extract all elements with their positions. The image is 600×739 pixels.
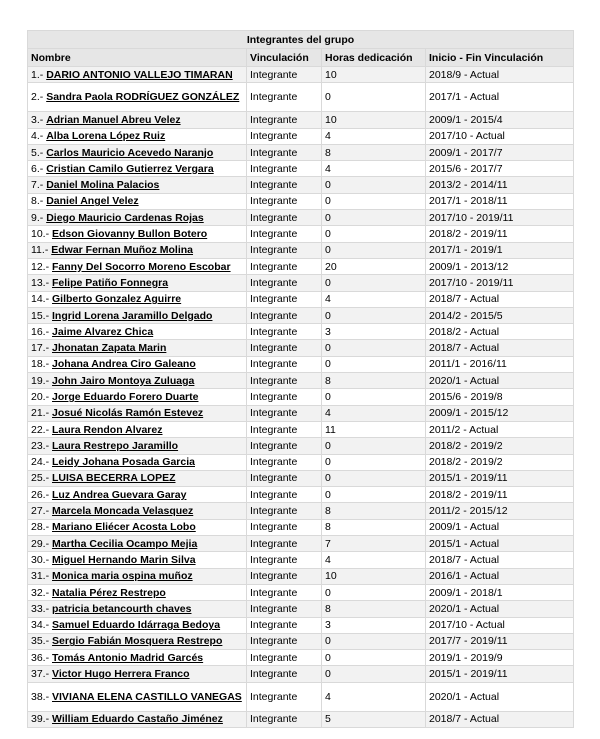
member-cell (28, 552, 247, 568)
member-cell (28, 210, 247, 226)
table-row (28, 210, 574, 226)
member-cell (28, 356, 247, 372)
row-number: 15.- (31, 309, 50, 322)
periodo-cell: 2009/1 - 2015/4 (426, 112, 574, 128)
vinculacion-cell: Integrante (247, 568, 322, 584)
vinculacion-cell: Integrante (247, 275, 322, 291)
row-number: 4.- (31, 130, 44, 143)
periodo-cell: 2017/10 - Actual (426, 128, 574, 144)
horas-cell: 8 (322, 519, 426, 535)
periodo-cell: 2018/2 - 2019/2 (426, 454, 574, 470)
member-cell (28, 617, 247, 633)
periodo-cell: 2018/7 - Actual (426, 291, 574, 307)
member-name-link[interactable]: LUISA BECERRA LOPEZ (52, 472, 176, 485)
horas-cell: 0 (322, 242, 426, 258)
member-cell (28, 454, 247, 470)
row-number: 38.- (31, 690, 50, 703)
row-number: 19.- (31, 374, 50, 387)
member-cell (28, 242, 247, 258)
horas-cell: 0 (322, 650, 426, 666)
table-row (28, 112, 574, 128)
table-row (28, 454, 574, 470)
row-number: 39.- (31, 713, 50, 726)
row-number: 20.- (31, 390, 50, 403)
table-row (28, 617, 574, 633)
row-number: 28.- (31, 521, 50, 534)
row-number: 17.- (31, 342, 50, 355)
horas-cell: 4 (322, 161, 426, 177)
member-name-link[interactable]: Leidy Johana Posada Garcia (52, 456, 195, 469)
vinculacion-cell: Integrante (247, 193, 322, 209)
member-cell (28, 177, 247, 193)
row-number: 10.- (31, 228, 50, 241)
table-row (28, 711, 574, 727)
member-cell (28, 633, 247, 649)
vinculacion-cell: Integrante (247, 650, 322, 666)
member-name-link[interactable]: Laura Rendon Alvarez (52, 423, 163, 436)
horas-cell: 0 (322, 193, 426, 209)
table-row (28, 307, 574, 323)
member-name-link[interactable]: Daniel Angel Velez (46, 195, 139, 208)
row-number: 7.- (31, 179, 44, 192)
periodo-cell: 2009/1 - 2015/12 (426, 405, 574, 421)
horas-cell: 11 (322, 421, 426, 437)
column-header-name: Nombre (28, 49, 247, 67)
vinculacion-cell: Integrante (247, 210, 322, 226)
row-number: 6.- (31, 162, 44, 175)
horas-cell: 8 (322, 503, 426, 519)
member-name-link[interactable]: Samuel Eduardo Idárraga Bedoya (52, 619, 221, 632)
member-cell (28, 340, 247, 356)
members-table-container (27, 30, 574, 728)
horas-cell: 0 (322, 633, 426, 649)
horas-cell: 0 (322, 454, 426, 470)
member-cell (28, 291, 247, 307)
periodo-cell: 2009/1 - 2018/1 (426, 584, 574, 600)
vinculacion-cell: Integrante (247, 389, 322, 405)
table-row (28, 536, 574, 552)
periodo-cell: 2018/7 - Actual (426, 552, 574, 568)
table-row (28, 83, 574, 112)
row-number: 25.- (31, 472, 50, 485)
table-row (28, 470, 574, 486)
member-cell (28, 601, 247, 617)
vinculacion-cell: Integrante (247, 536, 322, 552)
table-row (28, 650, 574, 666)
member-name-link[interactable]: Mariano Eliécer Acosta Lobo (52, 521, 196, 534)
row-number: 21.- (31, 407, 50, 420)
member-cell (28, 503, 247, 519)
horas-cell: 5 (322, 711, 426, 727)
table-row (28, 438, 574, 454)
horas-cell: 0 (322, 666, 426, 682)
row-number: 37.- (31, 668, 50, 681)
table-row (28, 682, 574, 711)
column-header-horas: Horas dedicación (322, 49, 426, 67)
table-row (28, 356, 574, 372)
vinculacion-cell: Integrante (247, 144, 322, 160)
table-row (28, 258, 574, 274)
table-row (28, 503, 574, 519)
row-number: 3.- (31, 113, 44, 126)
periodo-cell: 2009/1 - 2017/7 (426, 144, 574, 160)
horas-cell: 4 (322, 552, 426, 568)
horas-cell: 0 (322, 177, 426, 193)
row-number: 5.- (31, 146, 44, 159)
member-name-link[interactable]: Felipe Patiño Fonnegra (52, 276, 169, 289)
horas-cell: 3 (322, 617, 426, 633)
periodo-cell: 2017/1 - 2018/11 (426, 193, 574, 209)
member-name-link[interactable]: Josué Nicolás Ramón Estevez (52, 407, 204, 420)
periodo-cell: 2018/2 - 2019/11 (426, 487, 574, 503)
horas-cell: 0 (322, 340, 426, 356)
row-number: 12.- (31, 260, 50, 273)
member-cell (28, 389, 247, 405)
row-number: 29.- (31, 537, 50, 550)
vinculacion-cell: Integrante (247, 340, 322, 356)
vinculacion-cell: Integrante (247, 242, 322, 258)
horas-cell: 10 (322, 568, 426, 584)
row-number: 9.- (31, 211, 44, 224)
row-number: 13.- (31, 276, 50, 289)
horas-cell: 8 (322, 373, 426, 389)
periodo-cell: 2009/1 - 2013/12 (426, 258, 574, 274)
periodo-cell: 2017/10 - 2019/11 (426, 210, 574, 226)
periodo-cell: 2018/2 - 2019/11 (426, 226, 574, 242)
member-cell (28, 67, 247, 83)
row-number: 33.- (31, 602, 50, 615)
member-cell (28, 112, 247, 128)
member-name-link[interactable]: Daniel Molina Palacios (46, 179, 160, 192)
table-row (28, 584, 574, 600)
member-name-link[interactable]: VIVIANA ELENA CASTILLO VANEGAS (52, 690, 242, 703)
horas-cell: 10 (322, 67, 426, 83)
horas-cell: 4 (322, 128, 426, 144)
vinculacion-cell: Integrante (247, 67, 322, 83)
periodo-cell: 2011/1 - 2016/11 (426, 356, 574, 372)
vinculacion-cell: Integrante (247, 519, 322, 535)
horas-cell: 0 (322, 307, 426, 323)
row-number: 36.- (31, 651, 50, 664)
vinculacion-cell: Integrante (247, 633, 322, 649)
periodo-cell: 2017/1 - 2019/1 (426, 242, 574, 258)
periodo-cell: 2017/10 - Actual (426, 617, 574, 633)
vinculacion-cell: Integrante (247, 373, 322, 389)
periodo-cell: 2013/2 - 2014/11 (426, 177, 574, 193)
vinculacion-cell: Integrante (247, 161, 322, 177)
table-row (28, 226, 574, 242)
table-title-row (28, 31, 574, 49)
periodo-cell: 2020/1 - Actual (426, 682, 574, 711)
member-cell (28, 405, 247, 421)
periodo-cell: 2019/1 - 2019/9 (426, 650, 574, 666)
vinculacion-cell: Integrante (247, 601, 322, 617)
member-name-link[interactable]: Laura Restrepo Jaramillo (52, 439, 179, 452)
member-cell (28, 519, 247, 535)
member-cell (28, 666, 247, 682)
table-row (28, 405, 574, 421)
member-name-link[interactable]: Jhonatan Zapata Marin (52, 342, 167, 355)
periodo-cell: 2015/6 - 2017/7 (426, 161, 574, 177)
vinculacion-cell: Integrante (247, 307, 322, 323)
member-name-link[interactable]: John Jairo Montoya Zuluaga (52, 374, 195, 387)
vinculacion-cell: Integrante (247, 584, 322, 600)
table-row (28, 552, 574, 568)
table-row (28, 340, 574, 356)
vinculacion-cell: Integrante (247, 711, 322, 727)
member-cell (28, 258, 247, 274)
member-cell (28, 275, 247, 291)
member-name-link[interactable]: Monica maria ospina muñoz (52, 570, 193, 583)
member-cell (28, 438, 247, 454)
table-row (28, 633, 574, 649)
horas-cell: 3 (322, 324, 426, 340)
member-cell (28, 307, 247, 323)
member-name-link[interactable]: Alba Lorena López Ruiz (46, 130, 166, 143)
periodo-cell: 2011/2 - Actual (426, 421, 574, 437)
periodo-cell: 2018/7 - Actual (426, 711, 574, 727)
vinculacion-cell: Integrante (247, 666, 322, 682)
row-number: 27.- (31, 505, 50, 518)
member-cell (28, 83, 247, 112)
horas-cell: 8 (322, 144, 426, 160)
row-number: 11.- (31, 244, 49, 257)
vinculacion-cell: Integrante (247, 617, 322, 633)
row-number: 14.- (31, 293, 50, 306)
table-row (28, 177, 574, 193)
periodo-cell: 2011/2 - 2015/12 (426, 503, 574, 519)
column-header-periodo: Inicio - Fin Vinculación (426, 49, 574, 67)
table-row (28, 519, 574, 535)
member-name-link[interactable]: Edson Giovanny Bullon Botero (52, 228, 208, 241)
member-cell (28, 650, 247, 666)
table-header-row (28, 49, 574, 67)
member-cell (28, 324, 247, 340)
row-number: 18.- (31, 358, 50, 371)
periodo-cell: 2018/7 - Actual (426, 340, 574, 356)
horas-cell: 0 (322, 438, 426, 454)
table-row (28, 193, 574, 209)
horas-cell: 0 (322, 275, 426, 291)
horas-cell: 7 (322, 536, 426, 552)
periodo-cell: 2017/1 - Actual (426, 83, 574, 112)
vinculacion-cell: Integrante (247, 112, 322, 128)
member-cell (28, 128, 247, 144)
vinculacion-cell: Integrante (247, 552, 322, 568)
row-number: 31.- (31, 570, 50, 583)
member-name-link[interactable]: Natalia Pérez Restrepo (52, 586, 166, 599)
member-name-link[interactable]: Diego Mauricio Cardenas Rojas (46, 211, 204, 224)
member-name-link[interactable]: Carlos Mauricio Acevedo Naranjo (46, 146, 214, 159)
periodo-cell: 2018/2 - Actual (426, 324, 574, 340)
vinculacion-cell: Integrante (247, 487, 322, 503)
vinculacion-cell: Integrante (247, 421, 322, 437)
periodo-cell: 2016/1 - Actual (426, 568, 574, 584)
table-row (28, 324, 574, 340)
table-row (28, 601, 574, 617)
table-body (28, 67, 574, 728)
vinculacion-cell: Integrante (247, 682, 322, 711)
horas-cell: 0 (322, 389, 426, 405)
horas-cell: 10 (322, 112, 426, 128)
horas-cell: 0 (322, 470, 426, 486)
row-number: 26.- (31, 488, 50, 501)
row-number: 30.- (31, 553, 50, 566)
row-number: 24.- (31, 456, 50, 469)
members-table (27, 30, 574, 728)
horas-cell: 0 (322, 356, 426, 372)
horas-cell: 0 (322, 584, 426, 600)
member-name-link[interactable]: patricia betancourth chaves (52, 602, 192, 615)
periodo-cell: 2018/9 - Actual (426, 67, 574, 83)
table-row (28, 242, 574, 258)
member-cell (28, 682, 247, 711)
vinculacion-cell: Integrante (247, 324, 322, 340)
table-row (28, 144, 574, 160)
horas-cell: 4 (322, 291, 426, 307)
member-cell (28, 193, 247, 209)
vinculacion-cell: Integrante (247, 470, 322, 486)
vinculacion-cell: Integrante (247, 291, 322, 307)
member-cell (28, 584, 247, 600)
vinculacion-cell: Integrante (247, 454, 322, 470)
horas-cell: 8 (322, 601, 426, 617)
periodo-cell: 2017/7 - 2019/11 (426, 633, 574, 649)
periodo-cell: 2015/1 - 2019/11 (426, 470, 574, 486)
row-number: 23.- (31, 439, 50, 452)
periodo-cell: 2009/1 - Actual (426, 519, 574, 535)
member-name-link[interactable]: Cristian Camilo Gutierrez Vergara (46, 162, 214, 175)
member-name-link[interactable]: Johana Andrea Ciro Galeano (52, 358, 196, 371)
member-cell (28, 470, 247, 486)
member-cell (28, 487, 247, 503)
horas-cell: 0 (322, 210, 426, 226)
vinculacion-cell: Integrante (247, 356, 322, 372)
periodo-cell: 2014/2 - 2015/5 (426, 307, 574, 323)
member-name-link[interactable]: Miguel Hernando Marin Silva (52, 553, 196, 566)
member-name-link[interactable]: Gilberto Gonzalez Aguirre (52, 293, 182, 306)
row-number: 22.- (31, 423, 50, 436)
horas-cell: 0 (322, 487, 426, 503)
vinculacion-cell: Integrante (247, 438, 322, 454)
member-name-link[interactable]: Adrian Manuel Abreu Velez (46, 113, 181, 126)
vinculacion-cell: Integrante (247, 258, 322, 274)
member-name-link[interactable]: Martha Cecilia Ocampo Mejia (52, 537, 198, 550)
table-row (28, 373, 574, 389)
member-name-link[interactable]: Tomás Antonio Madrid Garcés (52, 651, 204, 664)
horas-cell: 0 (322, 226, 426, 242)
row-number: 16.- (31, 325, 50, 338)
table-row (28, 291, 574, 307)
member-name-link[interactable]: Luz Andrea Guevara Garay (52, 488, 187, 501)
table-row (28, 275, 574, 291)
periodo-cell: 2015/1 - Actual (426, 536, 574, 552)
member-cell (28, 536, 247, 552)
row-number: 1.- (31, 68, 44, 81)
vinculacion-cell: Integrante (247, 128, 322, 144)
member-cell (28, 144, 247, 160)
vinculacion-cell: Integrante (247, 177, 322, 193)
row-number: 2.- (31, 91, 44, 104)
member-cell (28, 161, 247, 177)
horas-cell: 20 (322, 258, 426, 274)
vinculacion-cell: Integrante (247, 226, 322, 242)
row-number: 8.- (31, 195, 44, 208)
member-name-link[interactable]: Jaime Alvarez Chica (52, 325, 154, 338)
row-number: 32.- (31, 586, 50, 599)
table-row (28, 128, 574, 144)
periodo-cell: 2015/6 - 2019/8 (426, 389, 574, 405)
member-cell (28, 568, 247, 584)
periodo-cell: 2017/10 - 2019/11 (426, 275, 574, 291)
table-title: Integrantes del grupo (28, 31, 574, 49)
member-cell (28, 373, 247, 389)
member-name-link[interactable]: Ingrid Lorena Jaramillo Delgado (52, 309, 213, 322)
periodo-cell: 2015/1 - 2019/11 (426, 666, 574, 682)
table-row (28, 421, 574, 437)
horas-cell: 4 (322, 682, 426, 711)
member-name-link[interactable]: Edwar Fernan Muñoz Molina (51, 244, 194, 257)
member-name-link[interactable]: Marcela Moncada Velasquez (52, 505, 194, 518)
periodo-cell: 2018/2 - 2019/2 (426, 438, 574, 454)
vinculacion-cell: Integrante (247, 83, 322, 112)
periodo-cell: 2020/1 - Actual (426, 373, 574, 389)
column-header-vinculacion: Vinculación (247, 49, 322, 67)
table-row (28, 568, 574, 584)
member-name-link[interactable]: Sergio Fabián Mosquera Restrepo (52, 635, 223, 648)
table-row (28, 161, 574, 177)
horas-cell: 0 (322, 83, 426, 112)
table-row (28, 67, 574, 83)
horas-cell: 4 (322, 405, 426, 421)
member-cell (28, 226, 247, 242)
table-row (28, 666, 574, 682)
member-name-link[interactable]: Sandra Paola RODRÍGUEZ GONZÁLEZ (46, 91, 240, 104)
vinculacion-cell: Integrante (247, 503, 322, 519)
vinculacion-cell: Integrante (247, 405, 322, 421)
member-cell (28, 421, 247, 437)
table-row (28, 389, 574, 405)
member-name-link[interactable]: Victor Hugo Herrera Franco (52, 668, 190, 681)
member-name-link[interactable]: Jorge Eduardo Forero Duarte (52, 390, 199, 403)
row-number: 35.- (31, 635, 50, 648)
member-name-link[interactable]: William Eduardo Castaño Jiménez (52, 713, 223, 726)
member-name-link[interactable]: DARIO ANTONIO VALLEJO TIMARAN (46, 68, 233, 81)
table-row (28, 487, 574, 503)
member-cell (28, 711, 247, 727)
member-name-link[interactable]: Fanny Del Socorro Moreno Escobar (52, 260, 231, 273)
row-number: 34.- (31, 619, 50, 632)
periodo-cell: 2020/1 - Actual (426, 601, 574, 617)
